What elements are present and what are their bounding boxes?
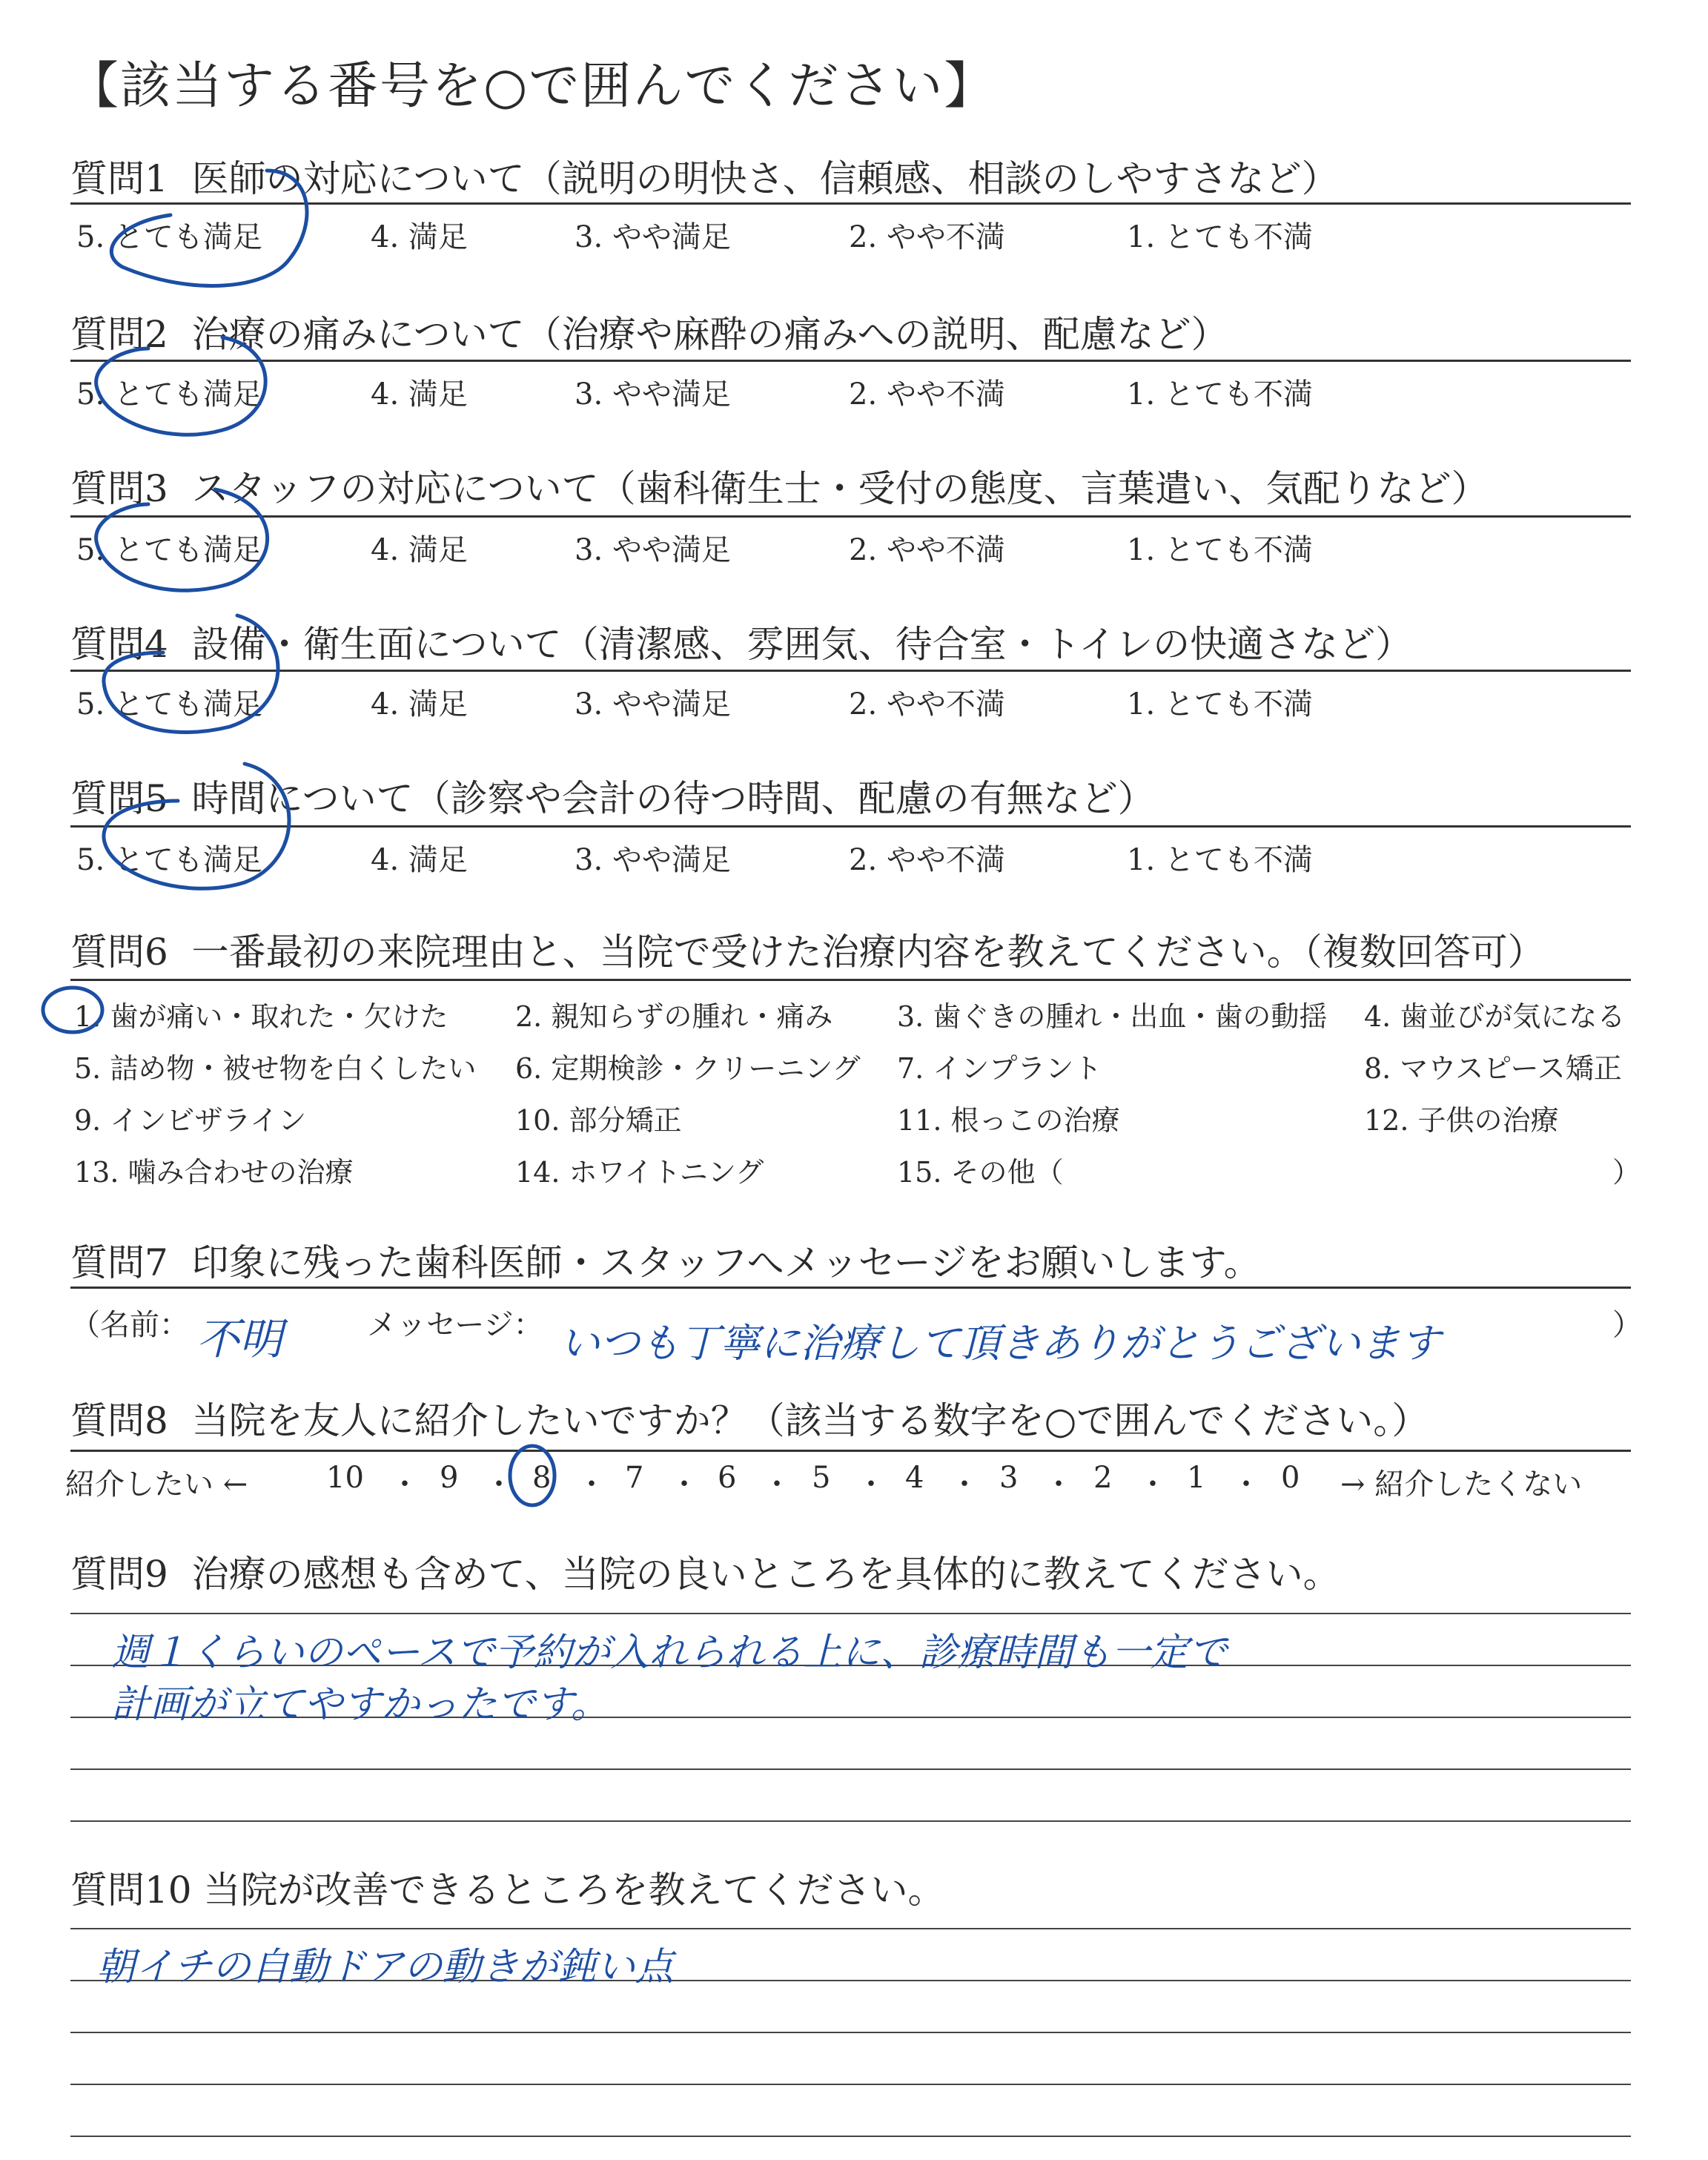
reason-option[interactable]: 12. 子供の治療 (1364, 1104, 1559, 1137)
rating-option-4[interactable]: 4. 満足 (371, 687, 468, 721)
question-label: 質問3 (70, 467, 168, 510)
question-5 (70, 776, 1635, 822)
rating-option-1[interactable]: 1. とても不満 (1127, 533, 1313, 567)
question-text: 当院を友人に紹介したいですか？（該当する数字を○で囲んでください。） (191, 1399, 1429, 1442)
scale-value[interactable]: 4 (905, 1461, 924, 1495)
answer-text[interactable]: 朝イチの自動ドアの動きが鈍い点 (96, 1945, 674, 1989)
rating-option-5[interactable]: 5. とても満足 (76, 687, 262, 721)
question-label: 質問7 (70, 1241, 168, 1284)
reason-option[interactable]: 3. 歯ぐきの腫れ・出血・歯の動揺 (897, 1000, 1328, 1033)
question-label: 質問6 (70, 931, 168, 974)
reason-option[interactable]: 5. 詰め物・被せ物を白くしたい (74, 1052, 477, 1085)
divider (70, 1450, 1631, 1452)
question-text: 当院が改善できるところを教えてください。 (203, 1869, 945, 1912)
question-text: スタッフの対応について（歯科衛生士・受付の態度、言葉遣い、気配りなど） (191, 467, 1489, 510)
rating-option-2[interactable]: 2. やや不満 (849, 533, 1005, 567)
scale-value[interactable]: 6 (718, 1461, 737, 1495)
question-text: 印象に残った歯科医師・スタッフへメッセージをお願いします。 (191, 1241, 1261, 1284)
rating-option-1[interactable]: 1. とても不満 (1127, 220, 1313, 254)
page-title: 【該当する番号を○で囲んでください】 (68, 57, 996, 116)
rating-option-1[interactable]: 1. とても不満 (1127, 687, 1313, 721)
divider (70, 825, 1631, 828)
question-text: 医師の対応について（説明の明快さ、信頼感、相談のしやすさなど） (191, 157, 1339, 200)
question-text: 設備・衛生面について（清潔感、雰囲気、待合室・トイレの快適さなど） (191, 623, 1413, 666)
question-label: 質問4 (70, 623, 168, 666)
scale-value[interactable]: 7 (625, 1461, 644, 1495)
divider (70, 515, 1631, 518)
divider (70, 360, 1631, 362)
scale-value[interactable]: 5 (812, 1461, 831, 1495)
rating-option-5[interactable]: 5. とても満足 (76, 843, 262, 877)
question-3 (70, 466, 1635, 512)
rating-option-2[interactable]: 2. やや不満 (849, 377, 1005, 412)
rating-option-5[interactable]: 5. とても満足 (76, 533, 262, 567)
reason-option[interactable]: 15. その他（ (897, 1156, 1064, 1189)
answer-line (70, 1928, 1631, 1929)
reason-option[interactable]: 13. 噛み合わせの治療 (74, 1156, 354, 1189)
reason-option[interactable]: 1. 歯が痛い・取れた・欠けた (74, 1000, 448, 1033)
rating-option-1[interactable]: 1. とても不満 (1127, 843, 1313, 877)
rating-option-3[interactable]: 3. やや満足 (575, 843, 731, 877)
scale-value[interactable]: 9 (440, 1461, 459, 1495)
message-row (70, 1301, 1642, 1367)
question-label: 質問5 (70, 777, 168, 820)
question-2 (70, 311, 1635, 357)
rating-option-3[interactable]: 3. やや満足 (575, 377, 731, 412)
scale-value[interactable]: 0 (1281, 1461, 1300, 1495)
question-label: 質問2 (70, 313, 168, 356)
rating-option-2[interactable]: 2. やや不満 (849, 220, 1005, 254)
scale-value[interactable]: 8 (532, 1461, 552, 1495)
rating-option-5[interactable]: 5. とても満足 (76, 377, 262, 412)
answer-line (70, 1768, 1631, 1770)
rating-option-5[interactable]: 5. とても満足 (76, 220, 262, 254)
rating-option-1[interactable]: 1. とても不満 (1127, 377, 1313, 412)
answer-line (70, 1820, 1631, 1822)
question-6 (70, 929, 1635, 975)
recommend-right-label: → 紹介したくない (1340, 1467, 1583, 1502)
message-close: ） (1612, 1308, 1642, 1342)
scale-value[interactable]: 1 (1187, 1461, 1206, 1495)
question-label: 質問8 (70, 1399, 168, 1442)
name-value[interactable]: 不明 (196, 1314, 283, 1364)
scale-value[interactable]: 2 (1093, 1461, 1113, 1495)
reason-option-close: ） (1612, 1156, 1641, 1189)
question-10 (70, 1867, 1635, 1913)
question-4 (70, 621, 1635, 667)
question-label: 質問9 (70, 1553, 168, 1596)
rating-option-2[interactable]: 2. やや不満 (849, 687, 1005, 721)
divider (70, 202, 1631, 205)
answer-line (70, 2084, 1631, 2085)
reason-option[interactable]: 8. マウスピース矯正 (1364, 1052, 1622, 1085)
rating-option-2[interactable]: 2. やや不満 (849, 843, 1005, 877)
reason-option[interactable]: 7. インプラント (897, 1052, 1102, 1085)
reason-option[interactable]: 4. 歯並びが気になる (1364, 1000, 1626, 1033)
question-7 (70, 1240, 1635, 1286)
question-text: 時間について（診察や会計の待つ時間、配慮の有無など） (191, 777, 1155, 820)
divider (70, 670, 1631, 672)
rating-option-3[interactable]: 3. やや満足 (575, 533, 731, 567)
reason-option[interactable]: 6. 定期検診・クリーニング (515, 1052, 861, 1085)
question-1 (70, 156, 1635, 202)
recommend-scale: 紹介したい ← 10 ・ 9 ・ 8 ・ 7 ・ 6 ・ 5 ・ 4 ・ 3 ・ 2 ・ 1 ・ 0 → 紹介したくない (65, 1461, 1583, 1502)
answer-line (70, 1613, 1631, 1614)
reason-option[interactable]: 14. ホワイトニング (515, 1156, 764, 1189)
message-label: メッセージ： (367, 1308, 543, 1342)
rating-option-4[interactable]: 4. 満足 (371, 533, 468, 567)
rating-option-3[interactable]: 3. やや満足 (575, 687, 731, 721)
rating-option-4[interactable]: 4. 満足 (371, 377, 468, 412)
answer-line (70, 2032, 1631, 2033)
scale-value[interactable]: 3 (999, 1461, 1019, 1495)
rating-option-4[interactable]: 4. 満足 (371, 220, 468, 254)
answer-line (70, 2136, 1631, 2137)
rating-option-4[interactable]: 4. 満足 (371, 843, 468, 877)
question-8 (70, 1398, 1635, 1444)
question-text: 一番最初の来院理由と、当院で受けた治療内容を教えてください。（複数回答可） (191, 931, 1545, 974)
recommend-left-label: 紹介したい ← (65, 1467, 248, 1502)
reason-option[interactable]: 11. 根っこの治療 (897, 1104, 1120, 1137)
question-9 (70, 1551, 1635, 1597)
question-text: 治療の感想も含めて、当院の良いところを具体的に教えてください。 (191, 1553, 1340, 1596)
divider (70, 979, 1631, 981)
question-label: 質問1 (70, 157, 168, 200)
question-text: 治療の痛みについて（治療や麻酔の痛みへの説明、配慮など） (191, 313, 1228, 356)
question-label: 質問10 (70, 1869, 192, 1912)
message-value[interactable]: いつも丁寧に治療して頂きありがとうございます (560, 1320, 1440, 1367)
reason-option[interactable]: 2. 親知らずの腫れ・痛み (515, 1000, 833, 1033)
scale-value[interactable]: 10 (326, 1461, 364, 1495)
reason-option[interactable]: 10. 部分矯正 (515, 1104, 682, 1137)
answer-text[interactable]: 週１くらいのペースで予約が入れられる上に、診療時間も一定で (111, 1631, 1228, 1675)
answer-text[interactable]: 計画が立てやすかったです。 (111, 1682, 609, 1727)
reason-option[interactable]: 9. インビザライン (74, 1104, 307, 1137)
divider (70, 1287, 1631, 1289)
name-label: （名前： (70, 1308, 189, 1342)
rating-option-3[interactable]: 3. やや満足 (575, 220, 731, 254)
